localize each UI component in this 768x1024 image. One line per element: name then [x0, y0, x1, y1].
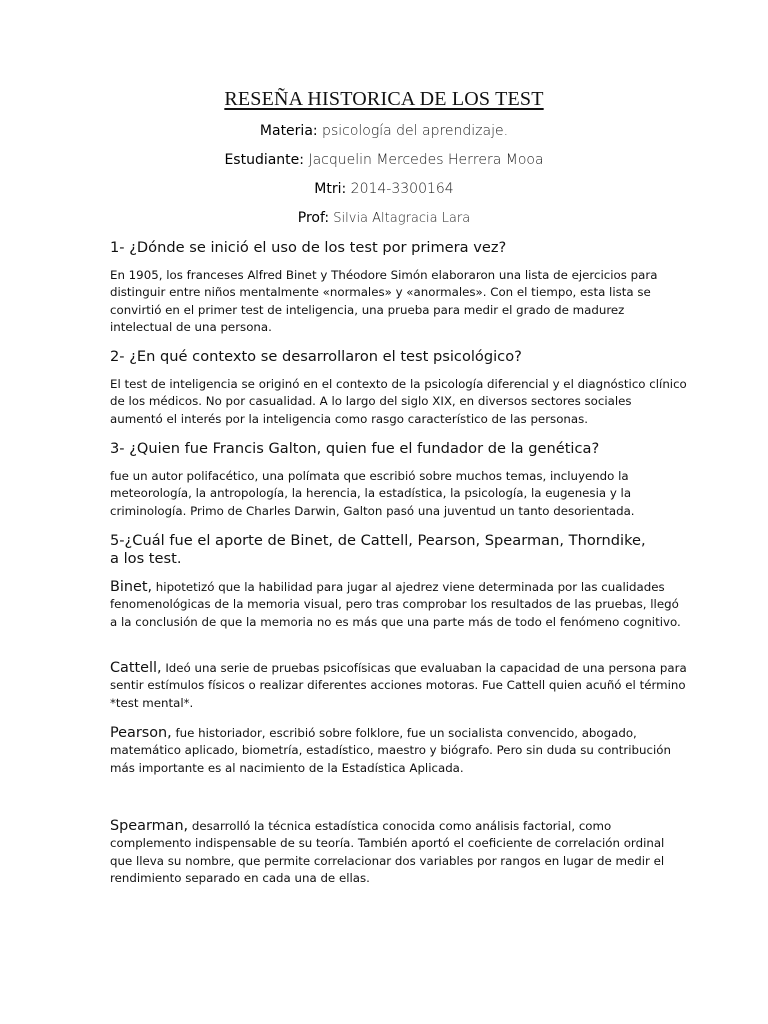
answer-2: El test de inteligencia se originó en el contexto de la psicología diferencial y el diagnóstico clínico de los médicos. No por casualidad. A lo largo del siglo XIX, en diversos sectores sociales aumentó el interés por la inteligencia como rasgo característico de las personas.: [110, 377, 687, 426]
question-3: 3- ¿Quien fue Francis Galton, quien fue el fundador de la genética?: [110, 440, 600, 457]
question-5: 5-¿Cuál fue el aporte de Binet, de Cattell, Pearson, Spearman, Thorndike, a los test.: [110, 532, 646, 567]
materia-value: psicología del aprendizaje.: [317, 123, 509, 139]
question-2: 2- ¿En qué contexto se desarrollaron el test psicológico?: [110, 348, 522, 365]
answer-3: fue un autor polifacético, una polímata que escribió sobre muchos temas, incluyendo la meteorología, la antropología, la herencia, la estadística, la psicología, la eugenesia y la criminología. Primo de Charles Darwin, Galton pasó una juventud un tanto desorientada.: [110, 469, 635, 518]
binet-paragraph: [110, 579, 688, 631]
mtri-value: 2014-3300164: [346, 181, 454, 197]
answer-1: En 1905, los franceses Alfred Binet y Théodore Simón elaboraron una lista de ejercicios para distinguir entre niños mentalmente «normales» y «anormales». Con el tiempo, esta lista se convirtió en el primer test de inteligencia, una prueba para medir el grado de madurez intelectual de una persona.: [110, 268, 658, 335]
estudiante-line: [0, 152, 768, 168]
spearman-text: desarrolló la técnica estadística conocida como análisis factorial, como complemento indispensable de su teoría. También aportó el coeficiente de correlación ordinal que lleva su nombre, que permite correlacionar dos variables por rangos en lugar de medir el rendimiento separado en cada una de ellas.: [110, 819, 665, 886]
estudiante-value: Jacquelin Mercedes Herrera Mooa: [304, 152, 544, 168]
materia-line: [0, 123, 768, 139]
materia-label: Materia:: [259, 123, 318, 139]
spearman-name: Spearman,: [110, 818, 189, 834]
cattell-paragraph: [110, 660, 688, 712]
prof-line: [0, 210, 768, 226]
pearson-text: fue historiador, escribió sobre folklore, fue un socialista convencido, abogado, matemático aplicado, biometría, estadístico, maestro y biógrafo. Pero sin duda su contribución más importante es al nacimiento de la Estadística Aplicada.: [110, 726, 671, 775]
mtri-line: [0, 181, 768, 197]
pearson-paragraph: [110, 725, 688, 777]
document-title: RESEÑA HISTORICA DE LOS TEST: [224, 88, 544, 110]
cattell-text: Ideó una serie de pruebas psicofísicas que evaluaban la capacidad de una persona para sentir estímulos físicos o realizar diferentes acciones motoras. Fue Cattell quien acuñó el término *test mental*.: [110, 661, 687, 710]
prof-label: Prof:: [297, 210, 330, 226]
cattell-name: Cattell,: [110, 660, 162, 676]
spearman-paragraph: [110, 818, 688, 888]
question-1: 1- ¿Dónde se inició el uso de los test por primera vez?: [110, 239, 507, 256]
binet-text: hipotetizó que la habilidad para jugar al ajedrez viene determinada por las cualidades fenomenológicas de la memoria visual, pero tras comprobar los resultados de las pruebas, llegó a la conclusión de que la memoria no es más que una parte más de todo el fenómeno cognitivo.: [110, 580, 681, 629]
prof-value: Silvia Altagracia Lara: [329, 211, 471, 226]
estudiante-label: Estudiante:: [224, 152, 304, 168]
binet-name: Binet,: [110, 579, 153, 595]
mtri-label: Mtri:: [314, 181, 347, 197]
pearson-name: Pearson,: [110, 725, 172, 741]
